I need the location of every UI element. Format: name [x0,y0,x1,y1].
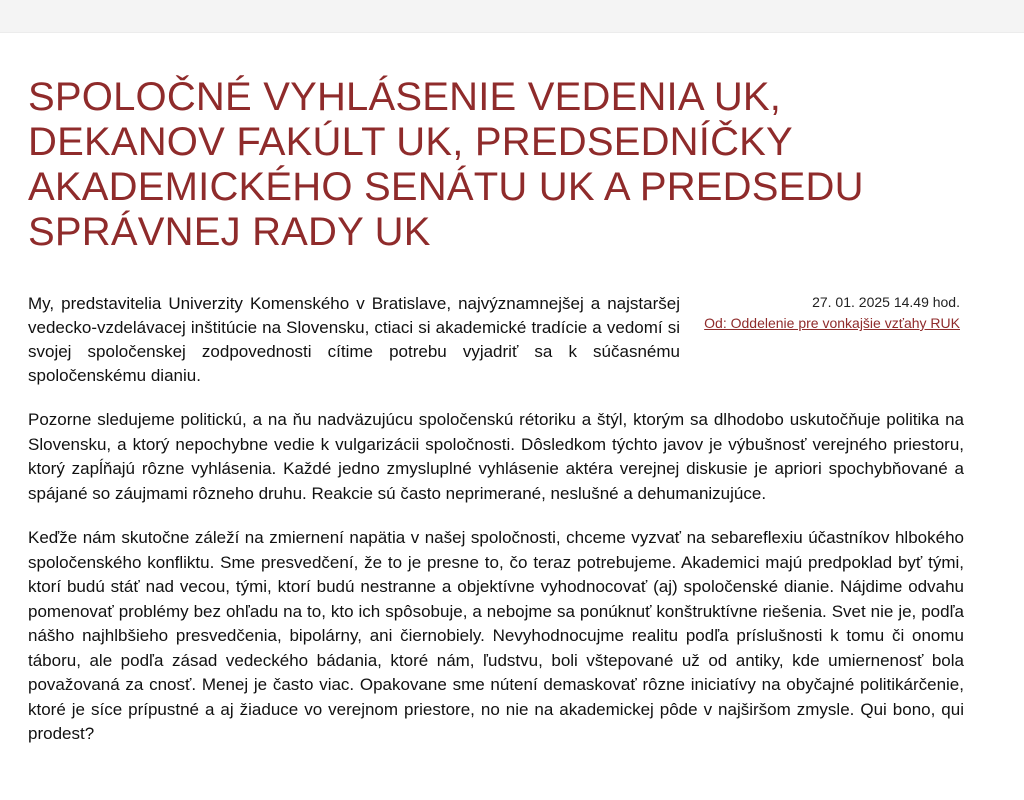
author-link[interactable]: Od: Oddelenie pre vonkajšie vzťahy RUK [704,315,960,331]
publish-date: 27. 01. 2025 14.49 hod. [812,294,960,310]
body-paragraph: Pozorne sledujeme politickú, a na ňu nadväzujúcu spoločenskú rétoriku a štýl, ktorým sa dlhodobo uskutočňuje politika na Slovensku, a ktorý nepochybne vedie k vulgarizácii spoločnosti. Dôsledkom týchto javov je výbušnosť verejného priestoru, ktorý zapĺňajú rôzne vyhlásenia. Každé jedno zmysluplné vyhlásenie aktéra verejnej diskusie je apriori spochybňované a spájané so záujmami rôzneho druhu. Reakcie sú často neprimerané, neslušné a dehumanizujúce. [28,410,964,503]
body-paragraph: Keďže nám skutočne záleží na zmiernení napätia v našej spoločnosti, chceme vyzvať na sebareflexiu účastníkov hlbokého spoločenského konfliktu. Sme presvedčení, že to je presne to, čo teraz potrebujeme. Akademici majú predpoklad byť tými, ktorí budú stáť nad vecou, tými, ktorí budú nestranne a objektívne vyhodnocovať (aj) spoločenské dianie. Nájdime odvahu pomenovať problémy bez ohľadu na to, kto ich spôsobuje, a nebojme sa ponúknuť konštruktívne riešenia. Svet nie je, podľa nášho najhlbšieho presvedčenia, bipolárny, ani čiernobiely. Nevyhodnocujme realitu podľa príslušnosti k tomu či onomu táboru, ale podľa zásad vedeckého bádania, ktoré nám, ľudstvu, boli vštepované už od antiky, kde umiernenosť bola považovaná za cnosť. Menej je často viac. Opakovane sme nútení demaskovať rôzne iniciatívy na obyčajné politikárčenie, ktoré je síce prípustné a aj žiaduce vo verejnom priestore, no nie na akademickej pôde v najširšom zmysle. Qui bono, qui prodest? [28,528,964,743]
intro-row [28,292,964,388]
article [0,75,1024,747]
article-meta [690,292,960,334]
top-bar [0,0,1024,33]
intro-paragraph: My, predstavitelia Univerzity Komenského v Bratislave, najvýznamnejšej a najstaršej vedecko-vzdelávacej inštitúcie na Slovensku, ctiaci si akademické tradície a vedomí si svojej spoločenskej zodpovednosti cítime potrebu vyjadriť sa k súčasnému spoločenskému dianiu. [28,294,680,385]
article-title: SPOLOČNÉ VYHLÁSENIE VEDENIA UK, DEKANOV FAKÚLT UK, PREDSEDNÍČKY AKADEMICKÉHO SENÁTU UK A PREDSEDU SPRÁVNEJ RADY UK [28,75,864,254]
